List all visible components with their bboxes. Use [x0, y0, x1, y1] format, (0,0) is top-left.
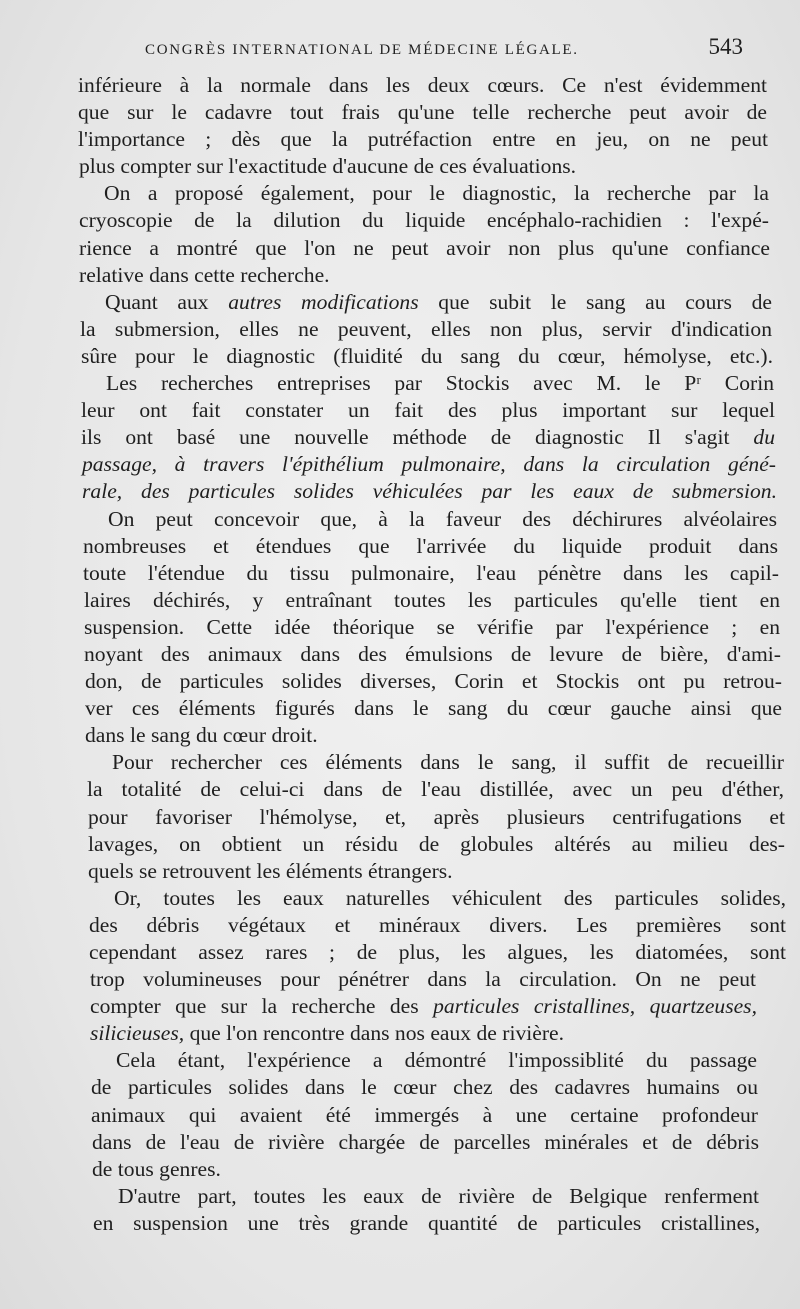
- text-run: que sur le cadavre tout frais qu'une telle recherche peut avoir de: [78, 100, 767, 125]
- text-line: [0, 506, 777, 533]
- text-run: de tous genres.: [92, 1156, 221, 1181]
- text-line: [0, 695, 782, 722]
- text-line: [0, 343, 773, 370]
- text-line: [0, 1129, 759, 1156]
- text-run: que subit le sang au cours de: [418, 289, 772, 314]
- text-line: [0, 180, 769, 207]
- text-run: trop volumineuses pour pénétrer dans la circulation. On ne peut: [90, 967, 756, 992]
- text-line: [0, 424, 775, 451]
- text-run: laires déchirés, y entraînant toutes les particules qu'elle tient en: [84, 587, 780, 612]
- text-run: cryoscopie de la dilution du liquide encéphalo-rachidien : l'expé-: [79, 208, 769, 233]
- text-line: [0, 478, 777, 505]
- running-header: [145, 34, 743, 62]
- text-line: [0, 722, 782, 749]
- text-run: Pour rechercher ces éléments dans le sang, il suffit de recueillir: [112, 750, 784, 775]
- text-line: [0, 858, 785, 885]
- text-run: toute l'étendue du tissu pulmonaire, l'eau pénètre dans les capil-: [83, 560, 779, 585]
- text-line: [0, 993, 757, 1020]
- italic-run: silicieuses,: [90, 1021, 185, 1046]
- text-line: [0, 1156, 759, 1183]
- text-line: [0, 614, 780, 641]
- text-line: [0, 99, 767, 126]
- body-text: [0, 72, 800, 1237]
- text-line: [0, 153, 769, 180]
- text-run: de particules solides dans le cœur chez des cadavres humains ou: [91, 1075, 758, 1100]
- text-line: [0, 912, 786, 939]
- text-line: [0, 207, 769, 234]
- text-run: sûre pour le diagnostic (fluidité du sang du cœur, hémolyse, etc.).: [81, 343, 773, 368]
- text-run: pour favoriser l'hémolyse, et, après plusieurs centrifugations et: [88, 804, 785, 829]
- text-line: [0, 831, 785, 858]
- text-run: Or, toutes les eaux naturelles véhiculent des particules solides,: [114, 885, 786, 910]
- italic-run: particules cristallines, quartzeuses,: [433, 994, 757, 1019]
- text-run: nombreuses et étendues que l'arrivée du liquide produit dans: [83, 533, 778, 558]
- text-run: quels se retrouvent les éléments étrangers.: [88, 858, 453, 883]
- text-line: [0, 451, 776, 478]
- text-line: [0, 749, 784, 776]
- text-run: compter que sur la recherche des: [90, 994, 434, 1019]
- text-line: [0, 776, 784, 803]
- italic-run: du: [753, 425, 775, 450]
- text-line: [0, 1210, 760, 1237]
- text-line: [0, 126, 768, 153]
- text-line: [0, 316, 772, 343]
- text-run: D'autre part, toutes les eaux de rivière de Belgique renferment: [118, 1183, 759, 1208]
- text-run: plus compter sur l'exactitude d'aucune de ces évaluations.: [79, 154, 577, 179]
- italic-run: autres modifications: [228, 289, 419, 314]
- text-line: [0, 641, 781, 668]
- text-run: Les recherches entreprises par Stockis avec M. le Pʳ Corin: [106, 371, 774, 396]
- italic-run: rale, des particules solides véhiculées par les eaux de submersion.: [82, 479, 777, 504]
- text-line: [0, 72, 767, 99]
- text-run: relative dans cette recherche.: [79, 262, 330, 287]
- text-run: rience a montré que l'on ne peut avoir non plus qu'une confiance: [79, 235, 770, 260]
- text-run: ils ont basé une nouvelle méthode de diagnostic Il s'agit: [81, 425, 754, 450]
- text-line: [0, 1102, 758, 1129]
- text-line: [0, 587, 780, 614]
- page-number: 543: [708, 34, 743, 59]
- text-line: [0, 1183, 759, 1210]
- text-line: [0, 560, 779, 587]
- text-line: [0, 397, 775, 424]
- text-run: On peut concevoir que, à la faveur des déchirures alvéolaires: [108, 506, 777, 531]
- running-title: CONGRÈS INTERNATIONAL DE MÉDECINE LÉGALE.: [145, 42, 579, 58]
- text-line: [0, 1047, 757, 1074]
- text-run: des débris végétaux et minéraux divers. Les premières sont: [89, 912, 786, 937]
- text-run: suspension. Cette idée théorique se vérifie par l'expérience ; en: [84, 614, 780, 639]
- text-run: ver ces éléments figurés dans le sang du cœur gauche ainsi que: [85, 696, 782, 721]
- text-line: [0, 289, 772, 316]
- text-line: [0, 966, 756, 993]
- text-line: [0, 804, 785, 831]
- text-run: l'importance ; dès que la putréfaction entre en jeu, on ne peut: [78, 127, 768, 152]
- text-run: animaux qui avaient été immergés à une certaine profondeur: [91, 1102, 758, 1127]
- text-run: Quant aux: [105, 289, 229, 314]
- text-line: [0, 939, 786, 966]
- text-run: que l'on rencontre dans nos eaux de rivière.: [184, 1021, 565, 1046]
- text-line: [0, 533, 778, 560]
- text-line: [0, 668, 782, 695]
- text-run: dans le sang du cœur droit.: [85, 723, 318, 748]
- text-run: dans de l'eau de rivière chargée de parcelles minérales et de débris: [92, 1129, 759, 1154]
- text-run: cependant assez rares ; de plus, les algues, les diatomées, sont: [89, 940, 786, 964]
- text-run: Cela étant, l'expérience a démontré l'impossiblité du passage: [116, 1048, 757, 1073]
- text-run: lavages, on obtient un résidu de globules altérés au milieu des-: [88, 831, 785, 856]
- text-run: noyant des animaux dans des émulsions de levure de bière, d'ami-: [84, 641, 781, 666]
- italic-run: passage, à travers l'épithélium pulmonaire, dans la circulation géné-: [82, 452, 776, 477]
- text-run: leur ont fait constater un fait des plus important sur lequel: [81, 398, 775, 423]
- text-line: [0, 1020, 757, 1047]
- text-line: [0, 1074, 758, 1101]
- text-run: la totalité de celui-ci dans de l'eau distillée, avec un peu d'éther,: [87, 777, 784, 802]
- text-run: en suspension une très grande quantité de particules cristallines,: [93, 1210, 760, 1235]
- text-line: [0, 262, 770, 289]
- text-line: [0, 885, 786, 912]
- text-run: don, de particules solides diverses, Corin et Stockis ont pu retrou-: [85, 669, 782, 694]
- text-run: inférieure à la normale dans les deux cœurs. Ce n'est évidemment: [78, 73, 767, 97]
- text-run: On a proposé également, pour le diagnostic, la recherche par la: [104, 181, 769, 206]
- text-line: [0, 235, 770, 262]
- text-line: [0, 370, 774, 397]
- text-run: la submersion, elles ne peuvent, elles non plus, servir d'indication: [80, 316, 772, 341]
